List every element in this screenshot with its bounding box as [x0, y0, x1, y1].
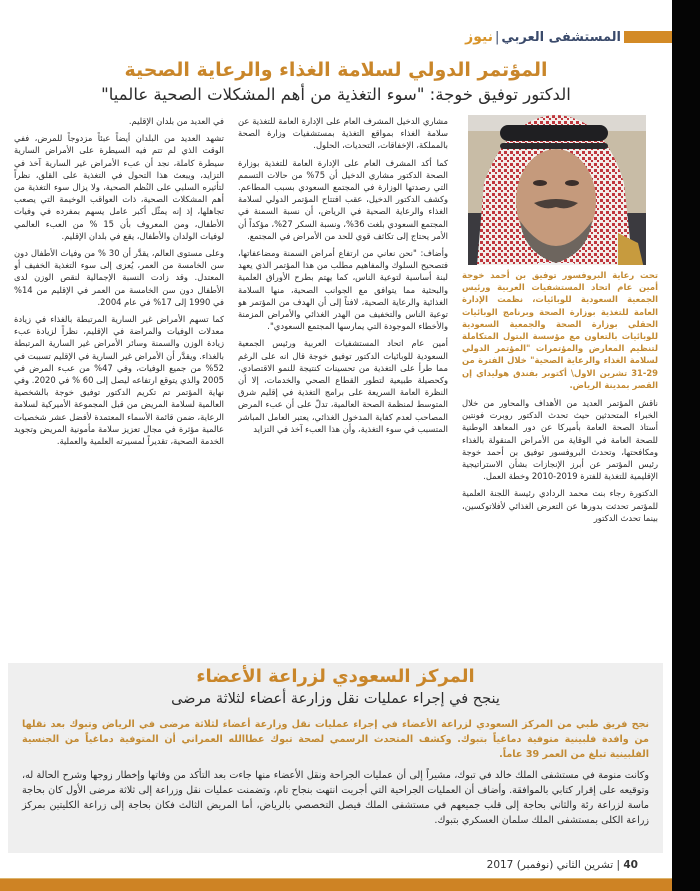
footer-accent-bar: [0, 878, 672, 891]
article-body: [14, 115, 658, 655]
portrait-photo-icon: [468, 115, 646, 265]
paragraph: كما أكد المشرف العام على الإدارة العامة للتغذية بوزارة الصحة الدكتور مشاري الدخيل أن 75% من حالات التسمم التي رصدتها الوزارة في المجتمع السعودي بسبب المطاعم. وكشف الدكتور الدخيل، عقب افتتاح المؤتمر الدولي لسلامة الغذاء والرعاية الصحية في الرياض، أن نسبة السمنة في المجتمع السعودي بلغت 36%، ونسبة السكر 27%، مؤكداً أن الأمر يحتاج إلى تكاثف قوي للحد من الأمراض في المجتمع.: [238, 157, 448, 241]
box-subtitle: ينجح في إجراء عمليات نقل وزارعة أعضاء لثلاثة مرضى: [171, 691, 500, 707]
paragraph: كما تسهم الأمراض غير السارية المرتبطة بالغذاء في زيادة معدلات الوفيات والمراضة في الإقليم، نظراً لزيادة عبء زيادة الوزن والسمنة وسائر الأمراض غير السارية المرتبطة بالغذاء. ويقدَّر أن الأمراض غير السارية في الإقليم تسببت في 52% من جميع الوفيات، وفي 47% من عبء المرض في 2005 والذي يتوقع ارتفاعه ليصل إلى 60 % في 2020. وفي نهاية المؤتمر تم تكريم الدكتور توفيق خوجة بالشخصية العالمية لسلامة المريض من قبل المجموعة الأميركية لسلامة الرعاية، ضمن قائمة الأسماء المعتمدة لأفضل عشر شخصيات عالمية مؤثرة في مجال تعزيز سلامة مأمونية المريض وتجويد الخدمة الصحية، تقديراً لمسيرته العلمية والعملية.: [14, 314, 224, 447]
paragraph: الدكتورة رجاء بنت محمد الردادي رئيسة اللجنة العلمية للمؤتمر تحدثت بدورها عن التعرض الغذائي لأفلاتوكسين، بينما تحدث الدكتور: [462, 488, 658, 523]
issue-date: تشرين الثاني (نوفمبر) 2017: [486, 859, 614, 871]
brand-header: [465, 26, 672, 48]
box-body: وكانت منومة في مستشفى الملك خالد في تبوك، مشيراً إلى أن عمليات الجراحة ونقل الأعضاء منها جاءت بعد التأكد من وفاتها وإخطار زوجها وشرح الحالة له، وتوقيعه على إقرار كتابي بالموافقة. وأضاف أن العمليات الجراحية التي أجريت انتهت بنجاح تام، وتضمنت عمليات نقل وزراعة إلى ثلاثة مرضى الأول كان بحاجة ماسة لزراعة رئة والثاني بحاجة إلى قلب جميعهم في مستشفى الملك فيصل التخصصي بالرياض، أما المريض الثالث فكان بحاجة إلى زراعة الكليتين بمركز زراعة الكلى بمستشفى الملك سلمان العسكري بتبوك.: [22, 770, 649, 826]
article-headline: [0, 58, 672, 106]
news-box: [8, 663, 663, 853]
article-column-right: [462, 397, 658, 524]
paragraph: وأضاف: "نحن نعاني من ارتفاع أمراض السمنة ومضاعفاتها، فتصحيح السلوك والمفاهيم مطلب من هذا المؤتمر الذي يعهد لبنة أساسية لتوعية الناس، كما يهتم بطرح الأوراق العلمية والبحثية مما يتوافق مع الجوانب الصحية، منها السلامة الغذائية والرعاية الصحية، لافتاً إلى أن الهدف من المؤتمر هو توعية الناس والتخفيف من الهدر الغذائي والأمراض المزمنة والأخطاء الموجودة التي يمارسها المجتمع السعودي".: [238, 248, 448, 332]
article-column-right-wrap: [462, 115, 658, 655]
paragraph: وعلى مستوى العالم، يقدَّر أن 30 % من وفيات الأطفال دون سن الخامسة من العمر، يُعزى إلى سوء التغذية الخفيف أو المعتدل. وقد زادت النسبة الإجمالية لنقص الوزن لدى الأطفال دون سن الخامسة من العمر في الإقليم من 14% في 1990 إلى 17% في عام 2004.: [14, 248, 224, 307]
page-footer: [487, 859, 672, 875]
paragraph: في العديد من بلدان الإقليم.: [128, 116, 224, 126]
article-subtitle: الدكتور توفيق خوجة: "سوء التغذية من أهم المشكلات الصحية عالميا": [101, 85, 571, 104]
article-title: المؤتمر الدولي لسلامة الغذاء والرعاية الصحية: [124, 59, 548, 81]
paragraph: أمين عام اتحاد المستشفيات العربية ورئيس الجمعية السعودية للوبائيات الدكتور توفيق خوجة قال انه على الرغم مما طرأ على التغذية من تحسينات كنتيجة للنمو الاقتصادي، وكحصيلة طبيعية لتطور القطاع الصحي والخدمات، إلا أن النظرة العامة السريعة على برامج التغذية في إقليم شرق المتوسط لمنظمة الصحة العالمية، تدلّ على أن عبء المرض المصاحب لعدم كفاية المدخول الغذائي، يعتبر العامل المباشر المتسبب في سوء التغذية، وأن هذا العبء آخذ في التزايد: [238, 338, 448, 434]
box-lead: نجح فريق طبي من المركز السعودي لزراعة الأعضاء في إجراء عمليات نقل وزارعة أعضاء لثلاثة مرضى في الرياض وتبوك بعد نقلها من وافدة فلبينية متوفية دماغياً بتبوك. وكشف المتحدث الرسمي لصحة تبوك عطاالله العمراني أن المتوفية دماغياً من الجنسية الفلبينية تبلغ من العمر 39 عاماً.: [22, 719, 649, 760]
paragraph: مشاري الدخيل المشرف العام على الإدارة العامة للتغذية عن سلامة الغذاء بمواقع التغذية بمستشفيات وزارة الصحة بالمملكة، الإخفاقات، التحديات، الحلول.: [238, 116, 448, 151]
brand-separator: |: [494, 29, 500, 45]
page-edge: [672, 0, 700, 891]
article-column-left: [14, 115, 224, 655]
portrait-illustration: [468, 115, 646, 265]
brand-name: المستشفى العربي: [501, 29, 621, 45]
brand-accent-bar: [624, 31, 672, 43]
paragraph: ناقش المؤتمر العديد من الأهداف والمحاور من خلال الخبراء المتحدثين حيث تحدث الدكتور روبرت فونتين أستاذ الصحة العامة بأميركا عن دور المعاهد الوطنية للصحة العامة في الوقاية من الأمراض المنقولة بالغذاء ومكافحتها، وتحدث البروفسور توفيق بن أحمد خوجة رئيس المؤتمر عن أبرز الإنجازات بشأن الاستراتيجية الإقليمية للتغذية للفترة 2019-2010 وخطة العمل.: [462, 398, 658, 482]
paragraph: تشهد العديد من البلدان أيضاً عبئاً مزدوجاً للمرض، ففي الوقت الذي لم تتم فيه السيطرة على الأمراض السارية سيطرة كاملة، نجد أن عبء الأمراض غير السارية آخذ في التزايد، ويبعث هذا التحول في التغذية على القلق، نظراً لتأثيره السلبي على النُظم الصحية، ولا يزال سوء التغذية من أهم المشكلات الصحية، ذات العواقب الوخيمة التي يصعب تجاهلها، إذ إنه يمثّل أكبر عامل يسهم بمفرده في وفيات الأطفال، ومن المعروف بأن 15 % من العبء العالمي لوفيات الولدان والأطفال، يقع في بلدان الإقليم.: [14, 133, 224, 241]
photo-caption: تحت رعاية البروفسور توفيق بن أحمد خوجة أمين عام اتحاد المستشفيات العربية ورئيس الجمعية السعودية للوبائيات، نظمت الإدارة العامة للتغذية بوزارة الصحة وبرنامج الوبائيات الحقلي بوزارة الصحة والجمعية السعودية للوبائيات بالتعاون مع مؤسسة البتول المتكاملة لتنظيم المعارض والمؤتمرات "المؤتمر الدولي لسلامة الغذاء والرعاية الصحية" خلال الفترة من 29-31 تشرين الاول\ أكتوبر بفندق هوليداي إن القصر بمدينة الرياض.: [462, 270, 658, 390]
article-column-middle: [238, 115, 448, 655]
page-number: 40: [623, 859, 638, 871]
box-title: المركز السعودي لزراعة الأعضاء: [196, 666, 475, 687]
brand-section: نيوز: [465, 29, 493, 45]
footer-separator: |: [616, 859, 621, 871]
